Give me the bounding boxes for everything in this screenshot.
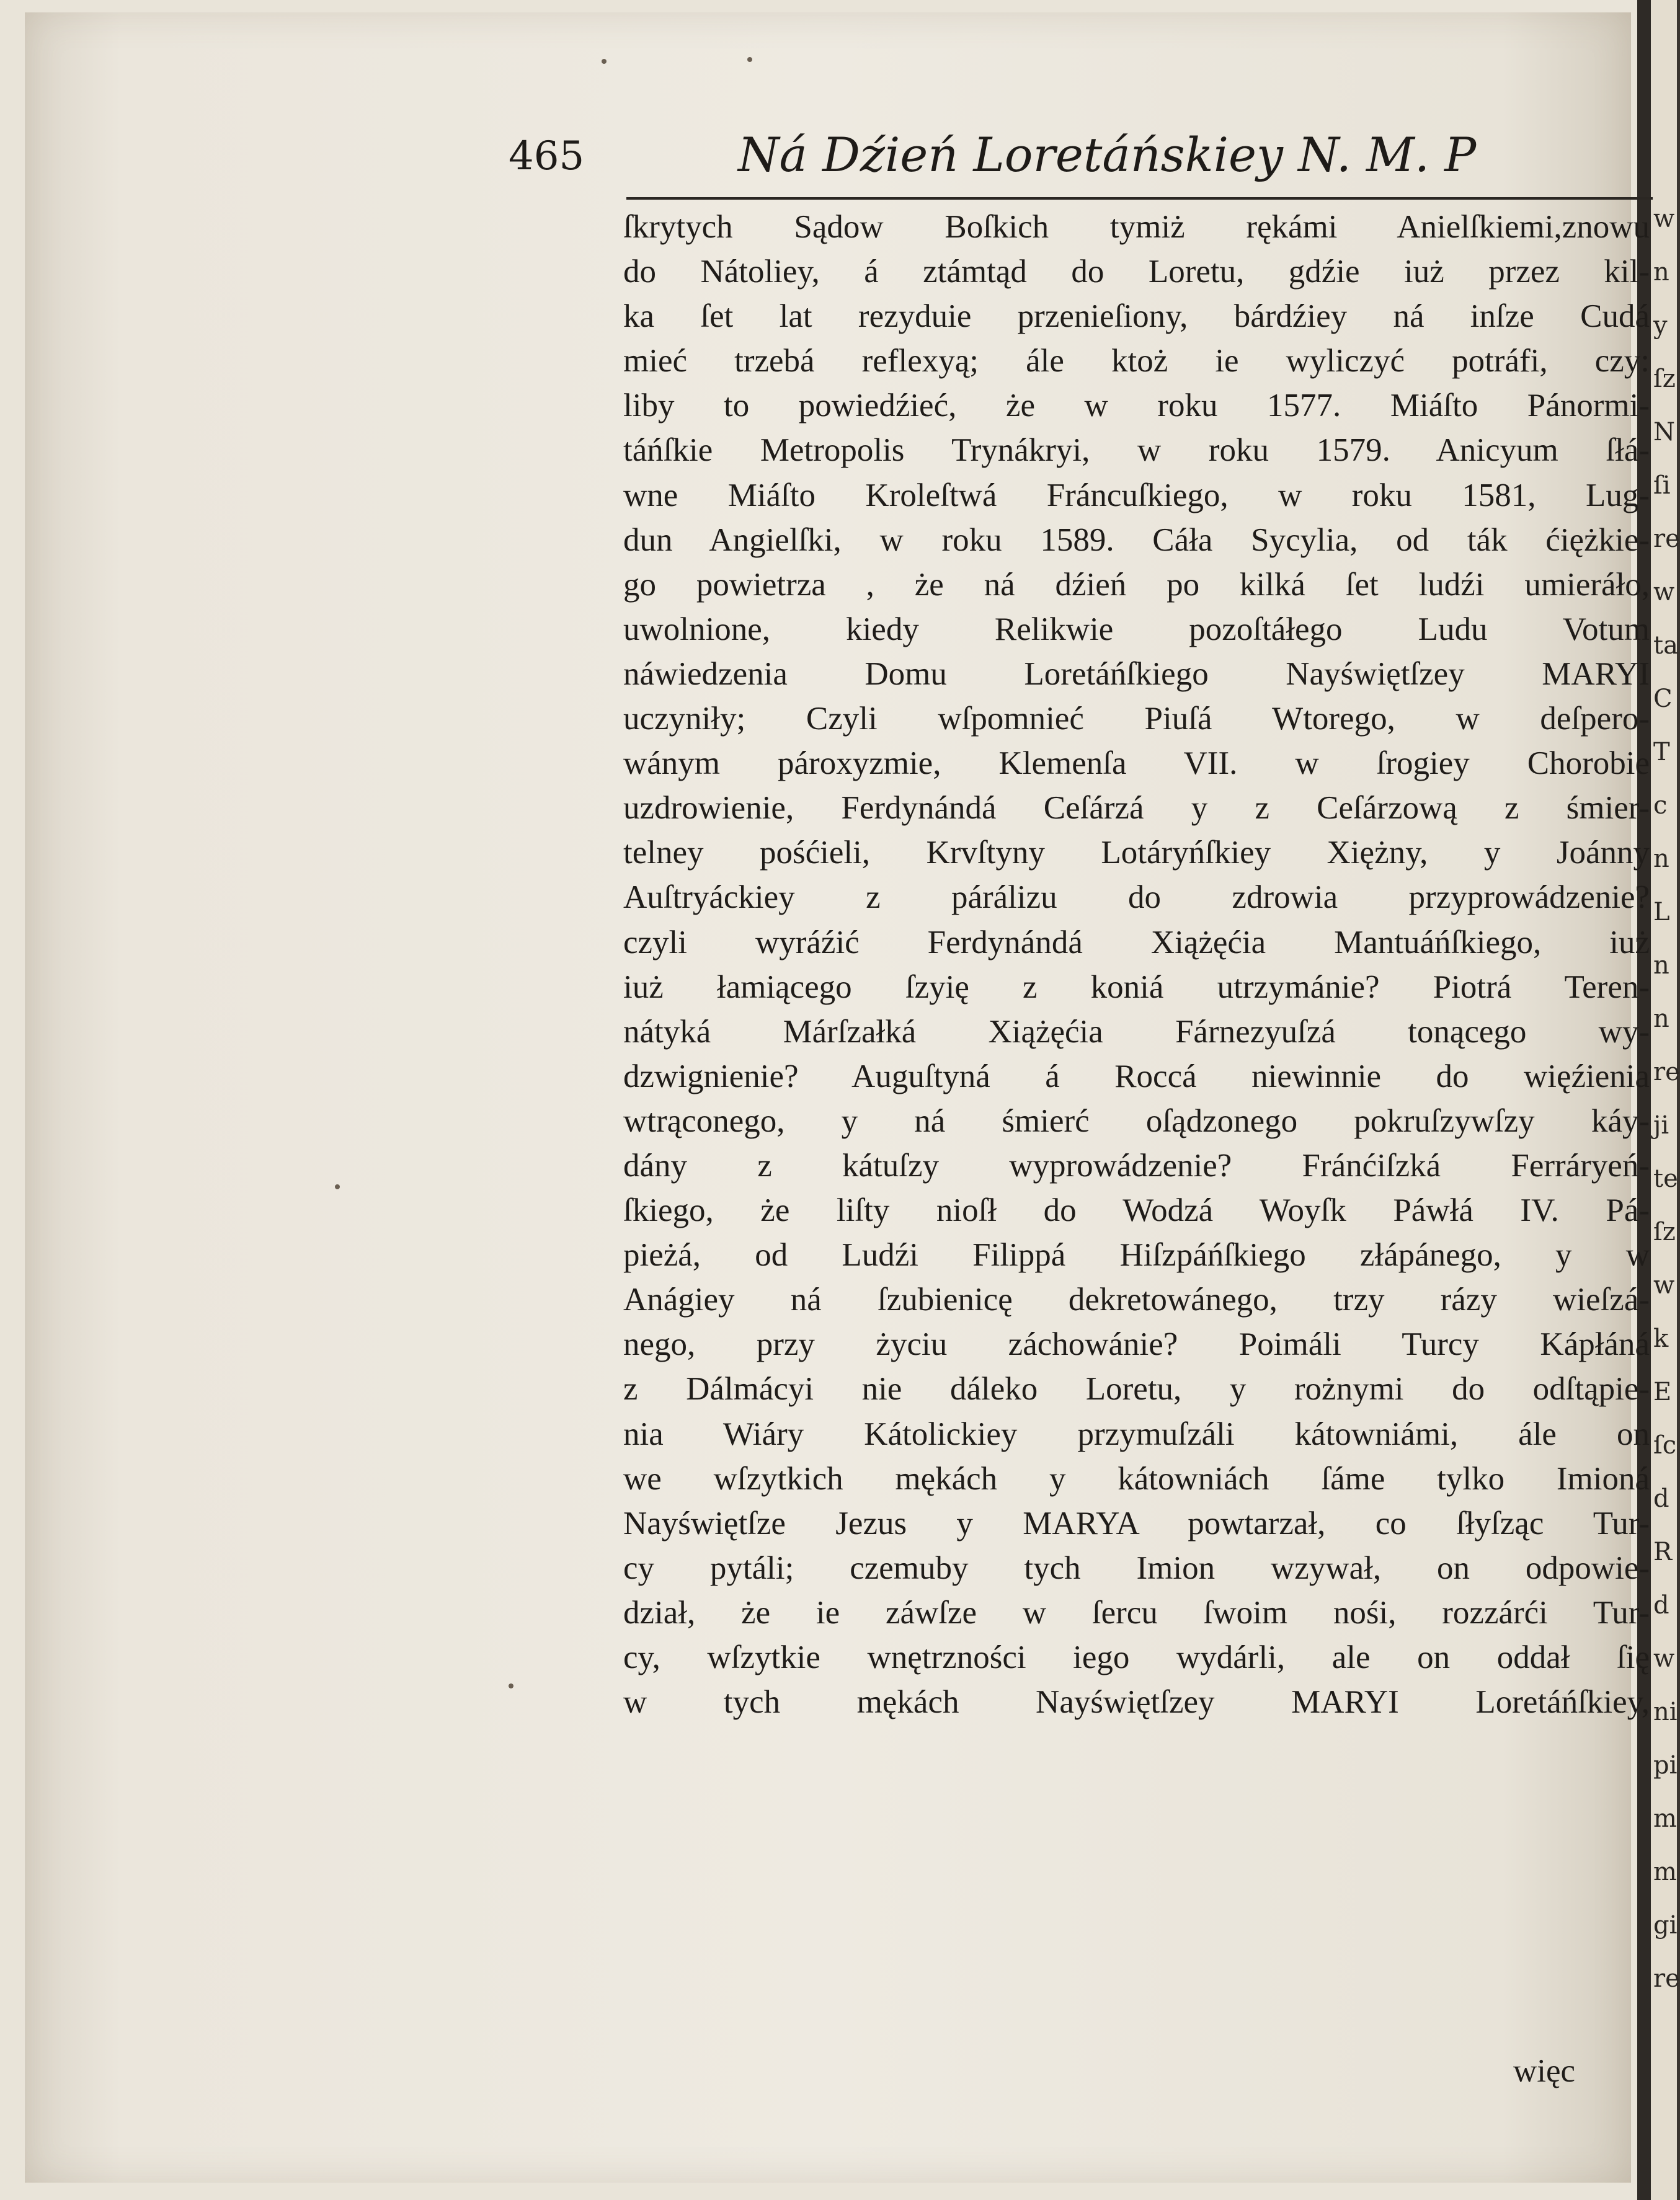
text-line: Anágiey ná ſzubienicę dekretowánego, trzy rázy wieſzá- — [623, 1282, 1650, 1318]
adjacent-page-letter: re — [1653, 525, 1680, 553]
text-line: do Nátoliey, á ztámtąd do Loretu, gdźie iuż przez kil- — [623, 254, 1650, 290]
adjacent-page-letter: ji — [1653, 1111, 1669, 1140]
adjacent-page-letter: w — [1653, 578, 1675, 606]
text-line: cy, wſzytkie wnętrzności iego wydárli, ale on oddał ſię — [623, 1639, 1650, 1675]
page-number: 465 — [509, 133, 585, 179]
text-line: nátyká Márſzałká Xiążęćia Fárnezyuſzá tonącego wy- — [623, 1013, 1650, 1050]
adjacent-page-letter: re — [1653, 1964, 1680, 1993]
adjacent-page-letter: ſz — [1653, 365, 1676, 393]
text-line: czyli wyráźić Ferdynándá Xiążęćia Mantuáńſkiego, iuż — [623, 924, 1650, 960]
text-line: Nayświętſze Jezus y MARYA powtarzał, co ſłyſząc Tur- — [623, 1505, 1650, 1541]
text-line: táńſkie Metropolis Trynákryi, w roku 1579. Anicyum ſłá- — [623, 432, 1650, 469]
text-line: iuż łamiącego ſzyię z koniá utrzymánie? Piotrá Teren- — [623, 969, 1650, 1005]
adjacent-page-letter: n — [1653, 951, 1669, 980]
adjacent-page-letter: pi — [1653, 1751, 1678, 1780]
adjacent-page-letter: N — [1653, 418, 1675, 446]
text-line: cy pytáli; czemuby tych Imion wzywał, on odpowie- — [623, 1550, 1650, 1586]
text-line: uwolnione, kiedy Relikwie pozoſtáłego Ludu Votum — [623, 611, 1650, 647]
adjacent-page-letter: re — [1653, 1058, 1680, 1086]
running-head: Ná Dźień Loretáńskiey N. M. P — [738, 127, 1477, 182]
adjacent-page-letter: c — [1653, 791, 1668, 820]
text-line: wánym pároxyzmie, Klemenſa VII. w ſrogiey Chorobie — [623, 745, 1650, 782]
text-line: telney pośćieli, Krvſtyny Lotáryńſkiey Xiężny, y Joánny — [623, 835, 1650, 871]
text-line: mieć trzebá reflexyą; ále ktoż ie wyliczyć potráfi, czy: — [623, 343, 1650, 379]
text-line: pieżá, od Ludźi Filippá Hiſzpáńſkiego złápánego, y w — [623, 1237, 1650, 1274]
adjacent-page-letter: d — [1653, 1591, 1669, 1620]
adjacent-page-letter: ſc — [1653, 1431, 1677, 1460]
adjacent-page-letter: te — [1653, 1164, 1678, 1193]
catchword: więc — [1513, 2053, 1576, 2089]
adjacent-page-letter: gi — [1653, 1911, 1678, 1940]
adjacent-page-letter: E — [1653, 1378, 1672, 1406]
adjacent-page-letter: R — [1653, 1538, 1673, 1566]
text-line: wne Miáſto Kroleſtwá Fráncuſkiego, w roku 1581, Lug- — [623, 477, 1650, 513]
adjacent-page-letter: d — [1653, 1484, 1669, 1513]
text-line: Auſtryáckiey z párálizu do zdrowia przyprowádzenie? — [623, 879, 1650, 916]
adjacent-page-letter: m — [1653, 1858, 1677, 1886]
text-line: uczyniły; Czyli wſpomnieć Piuſá Wtorego, w deſpero- — [623, 701, 1650, 737]
adjacent-page-letter: y — [1653, 311, 1668, 340]
body-text — [623, 205, 1650, 1724]
adjacent-page-letter: ni — [1653, 1698, 1678, 1726]
text-line: wtrąconego, y ná śmierć oſądzonego pokruſzywſzy káy- — [623, 1102, 1650, 1139]
adjacent-page-letter: n — [1653, 258, 1669, 286]
text-line: dun Angielſki, w roku 1589. Cáła Sycylia, od ták ćiężkie- — [623, 521, 1650, 558]
text-line: ſkrytych Sądow Boſkich tymiż rękámi Anielſkiemi,znowu — [623, 209, 1650, 245]
adjacent-page-letter: w — [1653, 1271, 1675, 1300]
text-line: liby to powiedźieć, że w roku 1577. Miáſto Pánormi- — [623, 388, 1650, 424]
adjacent-page-letter: w — [1653, 205, 1675, 233]
text-line: w tych mękách Nayświętſzey MARYI Loretáńſkiey, — [623, 1684, 1650, 1721]
text-line: dział, że ie záwſze w ſercu ſwoim nośi, rozzárći Tur- — [623, 1594, 1650, 1631]
text-line: ka ſet lat rezyduie przenieſiony, bárdźiey ná inſze Cudá — [623, 298, 1650, 335]
text-line: dány z kátuſzy wyprowádzenie? Fránćiſzká Ferráryeń- — [623, 1147, 1650, 1184]
adjacent-page-letter: w — [1653, 1644, 1675, 1673]
adjacent-page-letter: L — [1653, 898, 1670, 926]
adjacent-page-letter: n — [1653, 1005, 1669, 1033]
adjacent-page-letter: T — [1653, 738, 1670, 766]
text-line: go powietrza , że ná dźień po kilká ſet ludźi umieráło, — [623, 566, 1650, 603]
speck — [747, 57, 752, 62]
text-line: náwiedzenia Domu Loretáńſkiego Nayświętſzey MARYI — [623, 655, 1650, 692]
text-line: z Dálmácyi nie dáleko Loretu, y rożnymi do odſtąpie- — [623, 1371, 1650, 1408]
text-line: we wſzytkich mękách y kátowniách ſáme tylko Imioná — [623, 1460, 1650, 1497]
adjacent-page-letter: m — [1653, 1804, 1677, 1833]
speck — [509, 1683, 513, 1688]
adjacent-page-letter: ſz — [1653, 1218, 1676, 1246]
adjacent-page-letter: ta — [1653, 631, 1678, 660]
adjacent-page-letter: k — [1653, 1324, 1669, 1353]
adjacent-page-letter: n — [1653, 845, 1669, 873]
adjacent-page-letter: C — [1653, 685, 1673, 713]
text-line: dzwignienie? Auguſtyná á Roccá niewinnie do więźienia — [623, 1058, 1650, 1094]
header-rule — [626, 197, 1653, 200]
text-line: ſkiego, że liſty nioſł do Wodzá Woyſk Páwłá IV. Pá- — [623, 1192, 1650, 1229]
speck — [335, 1184, 340, 1189]
text-line: uzdrowienie, Ferdynándá Ceſárzá y z Ceſárzową z śmier- — [623, 790, 1650, 827]
text-line: nia Wiáry Kátolickiey przymuſzáli kátowniámi, ále on — [623, 1416, 1650, 1452]
adjacent-page-letter: ſi — [1653, 471, 1671, 500]
speck — [602, 59, 607, 64]
text-line: nego, przy życiu záchowánie? Poimáli Turcy Kápłáná — [623, 1326, 1650, 1363]
